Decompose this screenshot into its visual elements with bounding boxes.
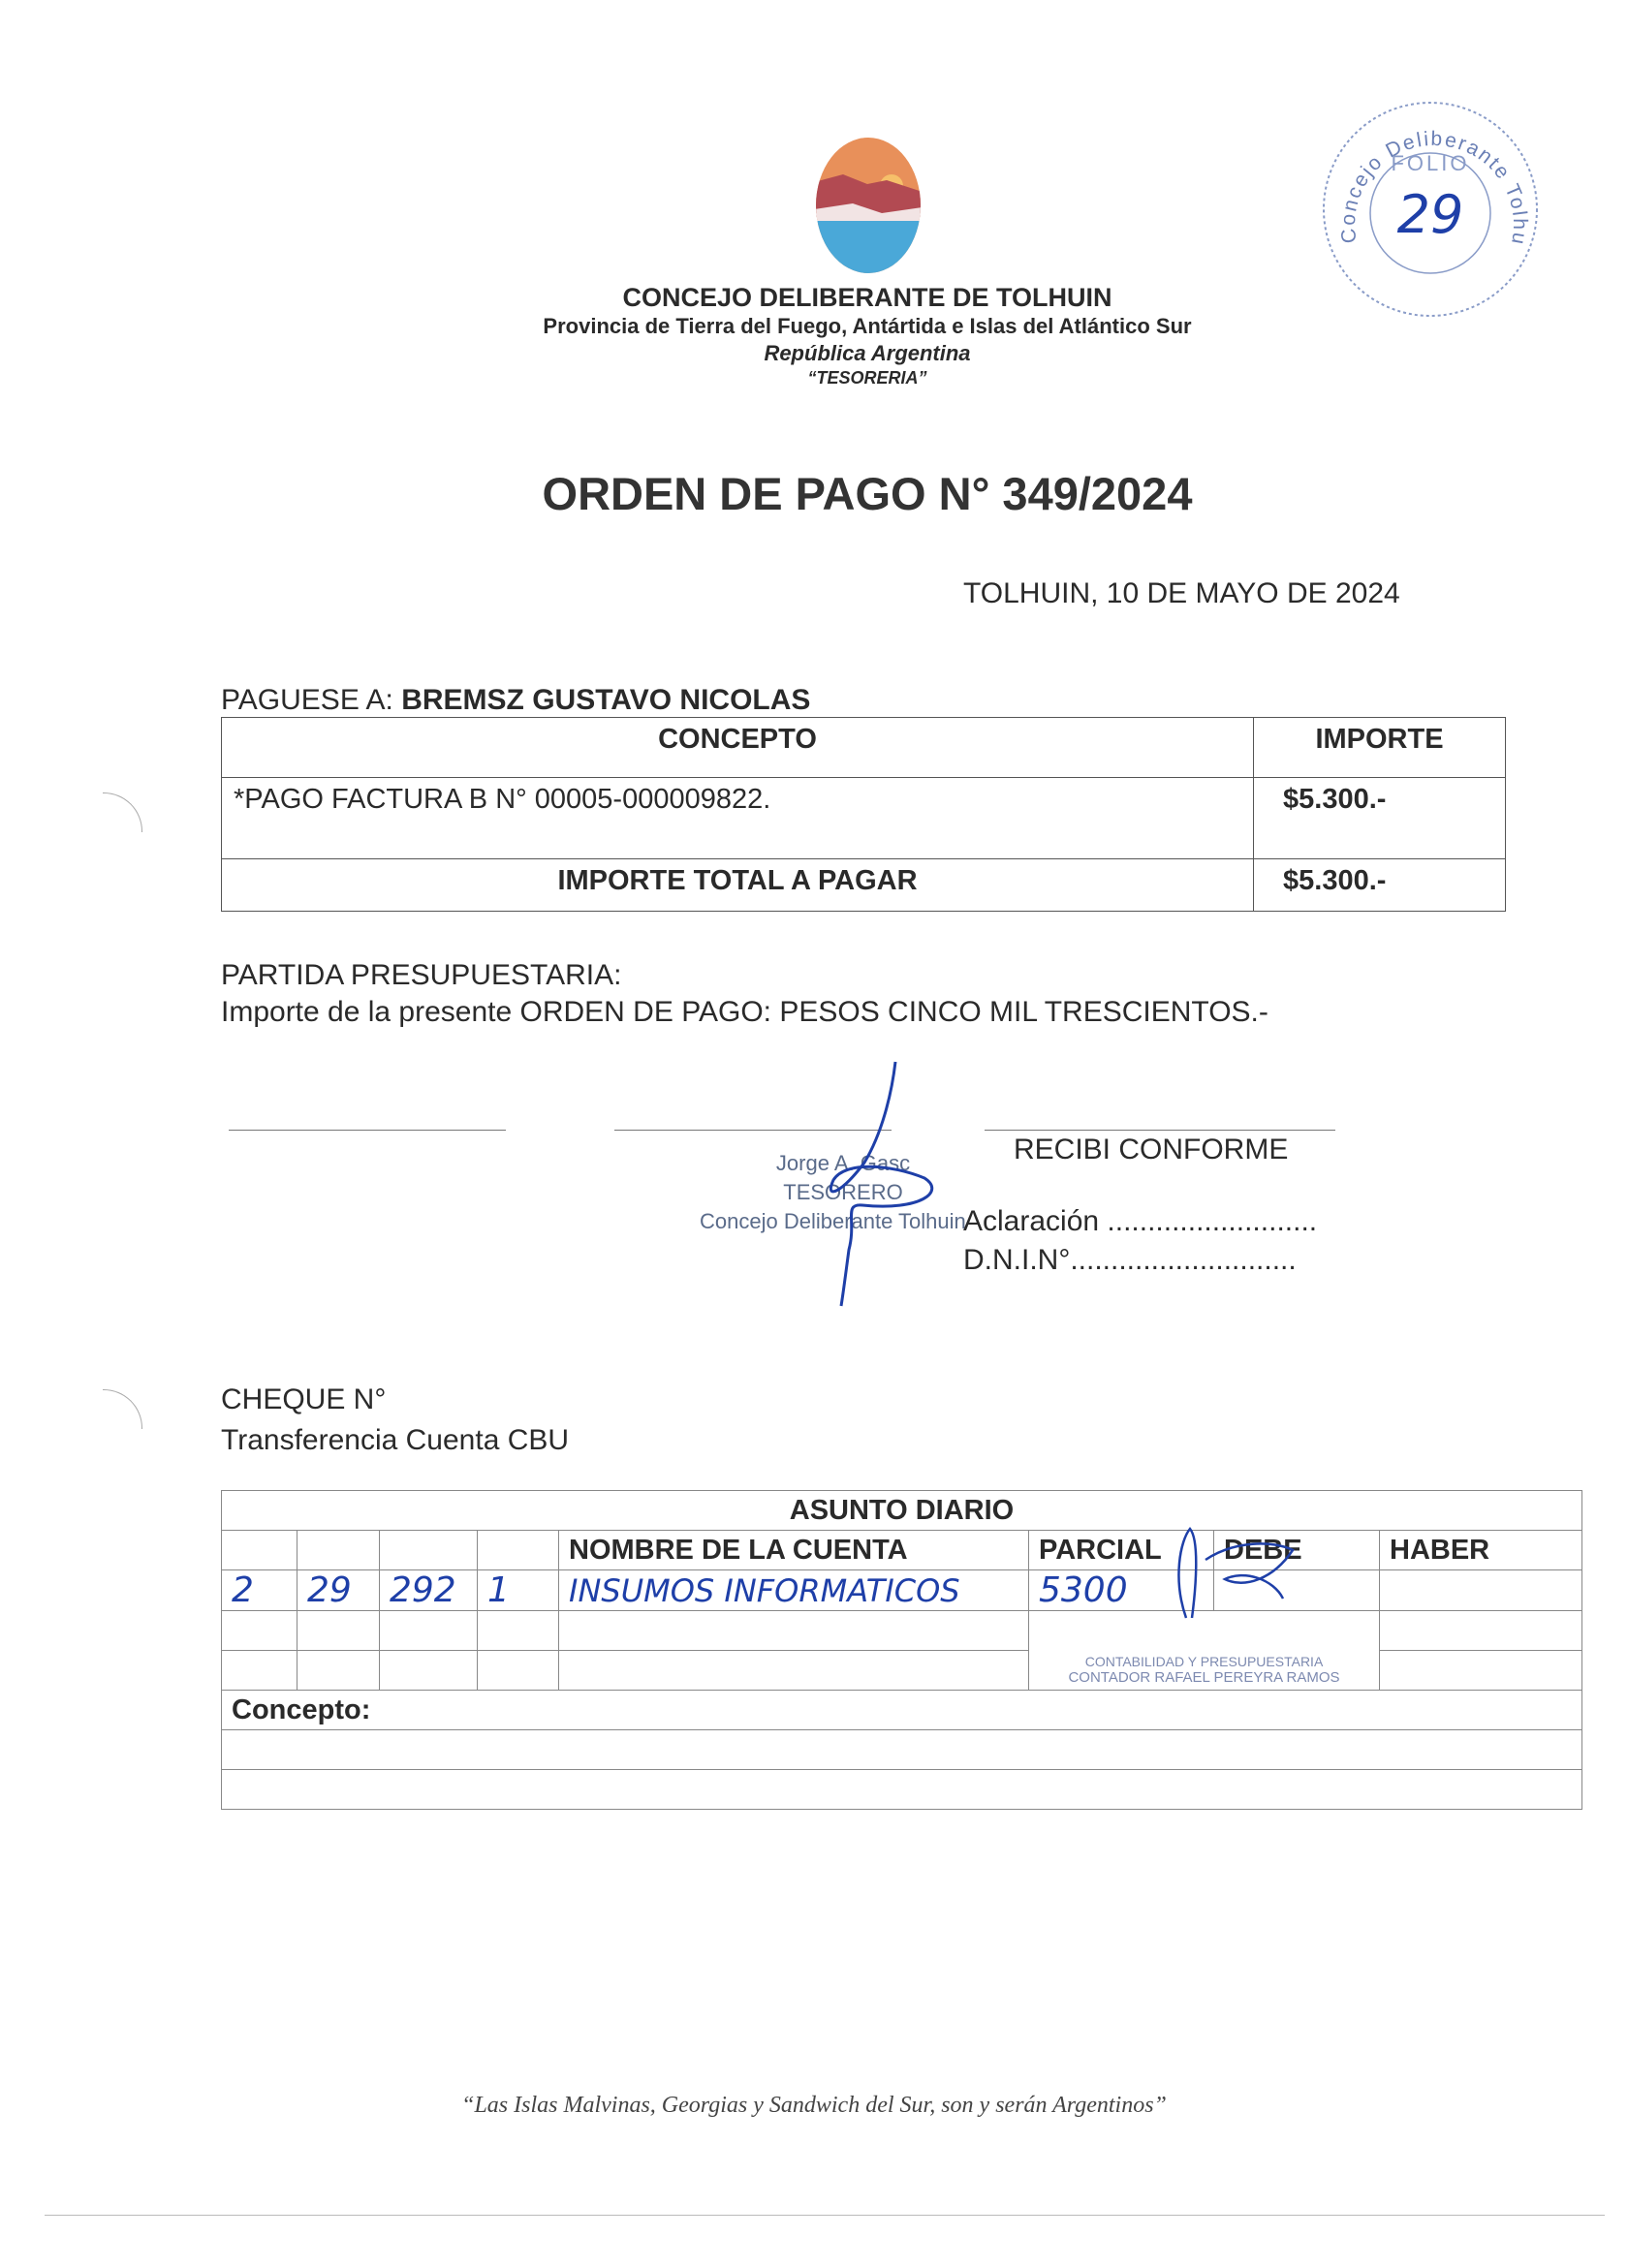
province-name: Provincia de Tierra del Fuego, Antártida e Islas del Atlántico Sur	[543, 314, 1192, 338]
empty-cell	[380, 1651, 478, 1691]
treasurer-stamp-role: TESORERO	[783, 1180, 903, 1204]
empty-cell	[478, 1611, 559, 1651]
concept-header: CONCEPTO	[222, 718, 1254, 778]
council-logo	[814, 136, 923, 276]
page-bottom-line	[45, 2215, 1605, 2216]
code-header-cell	[478, 1531, 559, 1570]
transfer-label: Transferencia Cuenta CBU	[221, 1424, 570, 1456]
punch-hole-mark	[103, 792, 142, 832]
total-label: IMPORTE TOTAL A PAGAR	[222, 859, 1254, 912]
hand-code: 292	[380, 1570, 478, 1611]
total-amount: $5.300.-	[1254, 859, 1506, 912]
footer-motto: “Las Islas Malvinas, Georgias y Sandwich del Sur, son y serán Argentinos”	[461, 2093, 1167, 2118]
code-header-cell	[297, 1531, 380, 1570]
department-name: “TESORERIA”	[807, 368, 927, 388]
order-title: ORDEN DE PAGO N° 349/2024	[542, 468, 1193, 519]
folio-ring-text: Concejo Deliberante Tolhu	[1336, 127, 1532, 248]
treasurer-stamp-name: Jorge A. Gasc	[775, 1151, 911, 1175]
folio-stamp	[1318, 97, 1543, 322]
haber-header: HABER	[1380, 1531, 1582, 1570]
hand-code: 1	[478, 1570, 559, 1611]
folio-number: 29	[1396, 184, 1464, 245]
empty-cell	[559, 1651, 1029, 1691]
empty-cell	[297, 1651, 380, 1691]
order-date: TOLHUIN, 10 DE MAYO DE 2024	[963, 577, 1400, 609]
folio-label: FOLIO	[1391, 151, 1470, 175]
empty-cell	[1380, 1651, 1582, 1691]
punch-hole-mark	[103, 1389, 142, 1429]
hand-code: 29	[297, 1570, 380, 1611]
hand-code: 2	[222, 1570, 297, 1611]
parcial-header: PARCIAL	[1029, 1531, 1214, 1570]
country-name: República Argentina	[764, 341, 971, 365]
haber-cell	[1380, 1570, 1582, 1611]
partida-label: PARTIDA PRESUPUESTARIA:	[221, 959, 622, 991]
accounting-stamp-line2: CONTADOR RAFAEL PEREYRA RAMOS	[1068, 1669, 1340, 1686]
diario-table	[221, 1490, 1582, 1810]
concept-cell: *PAGO FACTURA B N° 00005-000009822.	[222, 778, 1254, 859]
treasurer-stamp-org: Concejo Deliberante Tolhuin	[700, 1209, 966, 1233]
empty-cell	[222, 1651, 297, 1691]
payment-method-block	[221, 1380, 569, 1461]
concepto-line	[222, 1730, 1582, 1770]
amount-header: IMPORTE	[1254, 718, 1506, 778]
hand-parcial: 5300	[1029, 1570, 1214, 1611]
signature-line	[229, 1130, 506, 1131]
hand-account-name: INSUMOS INFORMATICOS	[559, 1570, 1029, 1611]
partida-amount-text: Importe de la presente ORDEN DE PAGO: PESOS CINCO MIL TRESCIENTOS.-	[221, 996, 1268, 1028]
treasurer-signature	[756, 1056, 950, 1308]
partida-block	[221, 957, 1268, 1031]
debe-header: DEBE	[1214, 1531, 1380, 1570]
empty-cell	[478, 1651, 559, 1691]
concepto-label: Concepto:	[222, 1691, 1582, 1730]
empty-cell	[559, 1611, 1029, 1651]
account-name-header: NOMBRE DE LA CUENTA	[559, 1531, 1029, 1570]
empty-cell	[297, 1611, 380, 1651]
empty-cell	[380, 1611, 478, 1651]
concepto-line	[222, 1770, 1582, 1810]
code-header-cell	[222, 1531, 297, 1570]
signature-line	[985, 1130, 1335, 1131]
payee-label: PAGUESE A:	[221, 684, 393, 716]
code-header-cell	[380, 1531, 478, 1570]
payment-table	[221, 717, 1506, 912]
cheque-label: CHEQUE N°	[221, 1383, 387, 1415]
payee-line	[221, 684, 810, 717]
accountant-signature	[1167, 1521, 1322, 1628]
empty-cell	[222, 1611, 297, 1651]
diario-title: ASUNTO DIARIO	[222, 1491, 1582, 1531]
accounting-stamp-line1: CONTABILIDAD Y PRESUPUESTARIA	[1084, 1654, 1324, 1669]
dni-field: D.N.I.N°............................	[963, 1244, 1297, 1276]
amount-cell: $5.300.-	[1254, 778, 1506, 859]
empty-cell	[1380, 1611, 1582, 1651]
payee-name: BREMSZ GUSTAVO NICOLAS	[401, 684, 811, 716]
recibi-conforme: RECIBI CONFORME	[1014, 1134, 1289, 1165]
aclaracion-field: Aclaración ..........................	[963, 1205, 1318, 1237]
institution-name: CONCEJO DELIBERANTE DE TOLHUIN	[622, 283, 1112, 312]
